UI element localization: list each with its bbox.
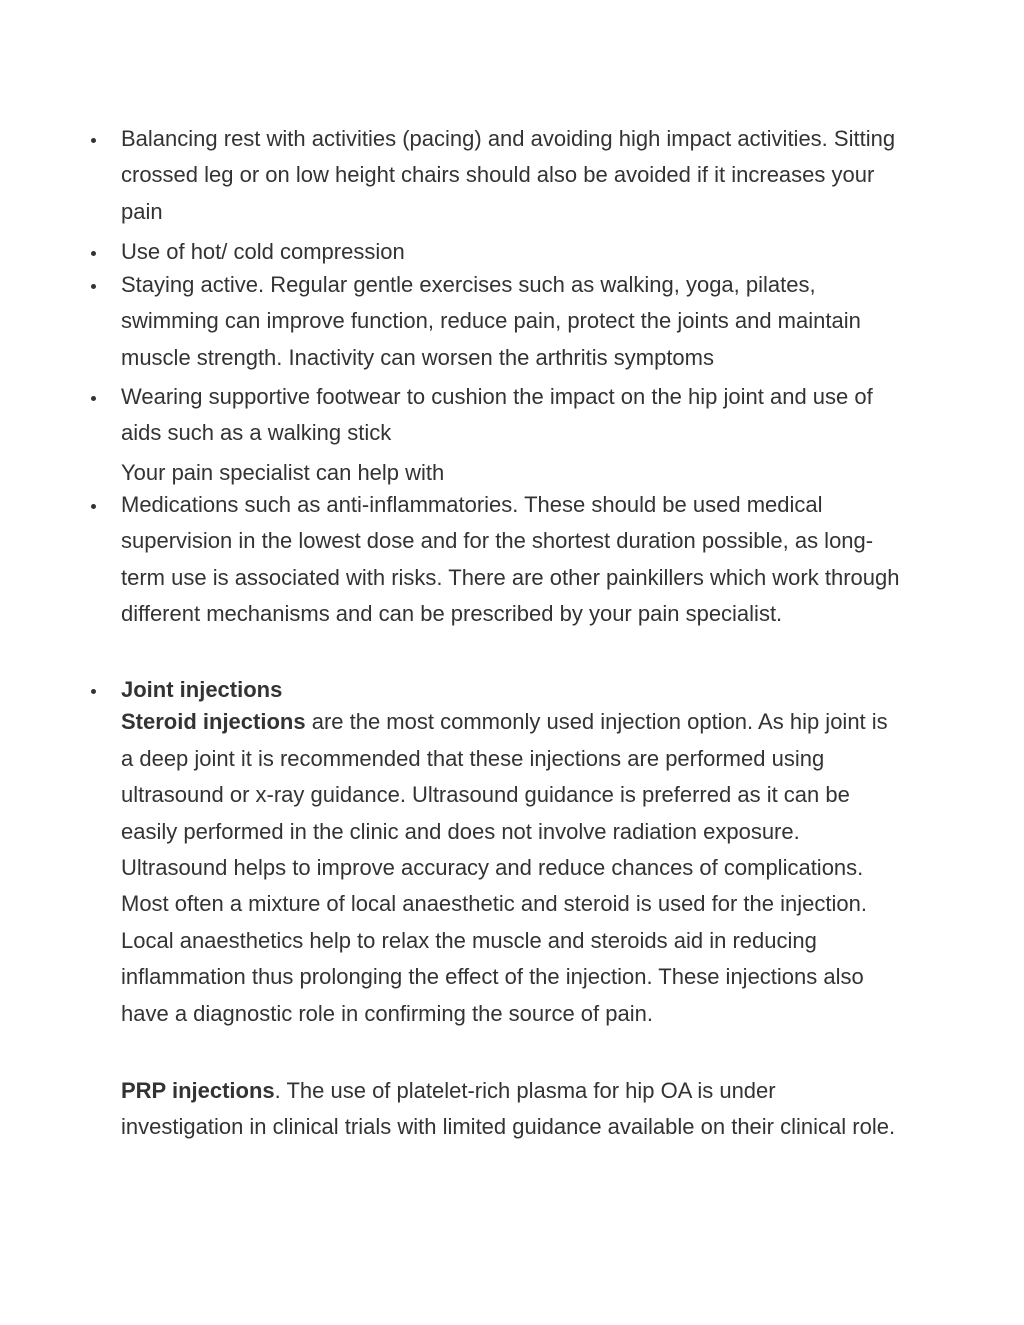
specialist-intro: Your pain specialist can help with	[121, 460, 445, 485]
list-item-staying-active: Staying active. Regular gentle exercises such as walking, yoga, pilates, swimming can improve function, reduce pain, protect the joints and maintain muscle strength. Inactivity can worsen the arthritis symptoms	[121, 267, 901, 376]
steroid-label: Steroid injections	[121, 709, 306, 735]
list-item-joint-injections	[121, 672, 901, 1032]
list-item-pacing: Balancing rest with activities (pacing) and avoiding high impact activities. Sitting crossed leg or on low height chairs should also be avoided if it increases your pain	[121, 121, 901, 230]
list-item-hot-cold: Use of hot/ cold compression	[121, 234, 901, 270]
steroid-text: are the most commonly used injection option. As hip joint is a deep joint it is recommended that these injections are performed using ultrasound or x-ray guidance. Ultrasound guidance is preferred as it can be easily performed in the clinic and does not involve radiation exposure. Ultrasound helps to improve accuracy and reduce chances of complications. Most often a mixture of local anaesthetic and steroid is used for the injection. Local anaesthetics help to relax the muscle and steroids aid in reducing inflammation thus prolonging the effect of the injection. These injections also have a diagnostic role in confirming the source of pain.	[121, 709, 888, 1026]
prp-paragraph	[121, 1073, 901, 1146]
list-item-footwear: Wearing supportive footwear to cushion the impact on the hip joint and use of aids such as a walking stick	[121, 379, 901, 452]
joint-injections-heading: Joint injections	[121, 677, 283, 702]
list-item-medications: Medications such as anti-inflammatories. These should be used medical supervision in the lowest dose and for the shortest duration possible, as long-term use is associated with risks. There are other painkillers which work through different mechanisms and can be prescribed by your pain specialist.	[121, 487, 901, 633]
steroid-paragraph	[121, 704, 901, 1032]
prp-label: PRP injections	[121, 1078, 275, 1103]
prp-text: . The use of platelet-rich plasma for hip OA is under investigation in clinical trials with limited guidance available on their clinical role.	[121, 1078, 896, 1140]
